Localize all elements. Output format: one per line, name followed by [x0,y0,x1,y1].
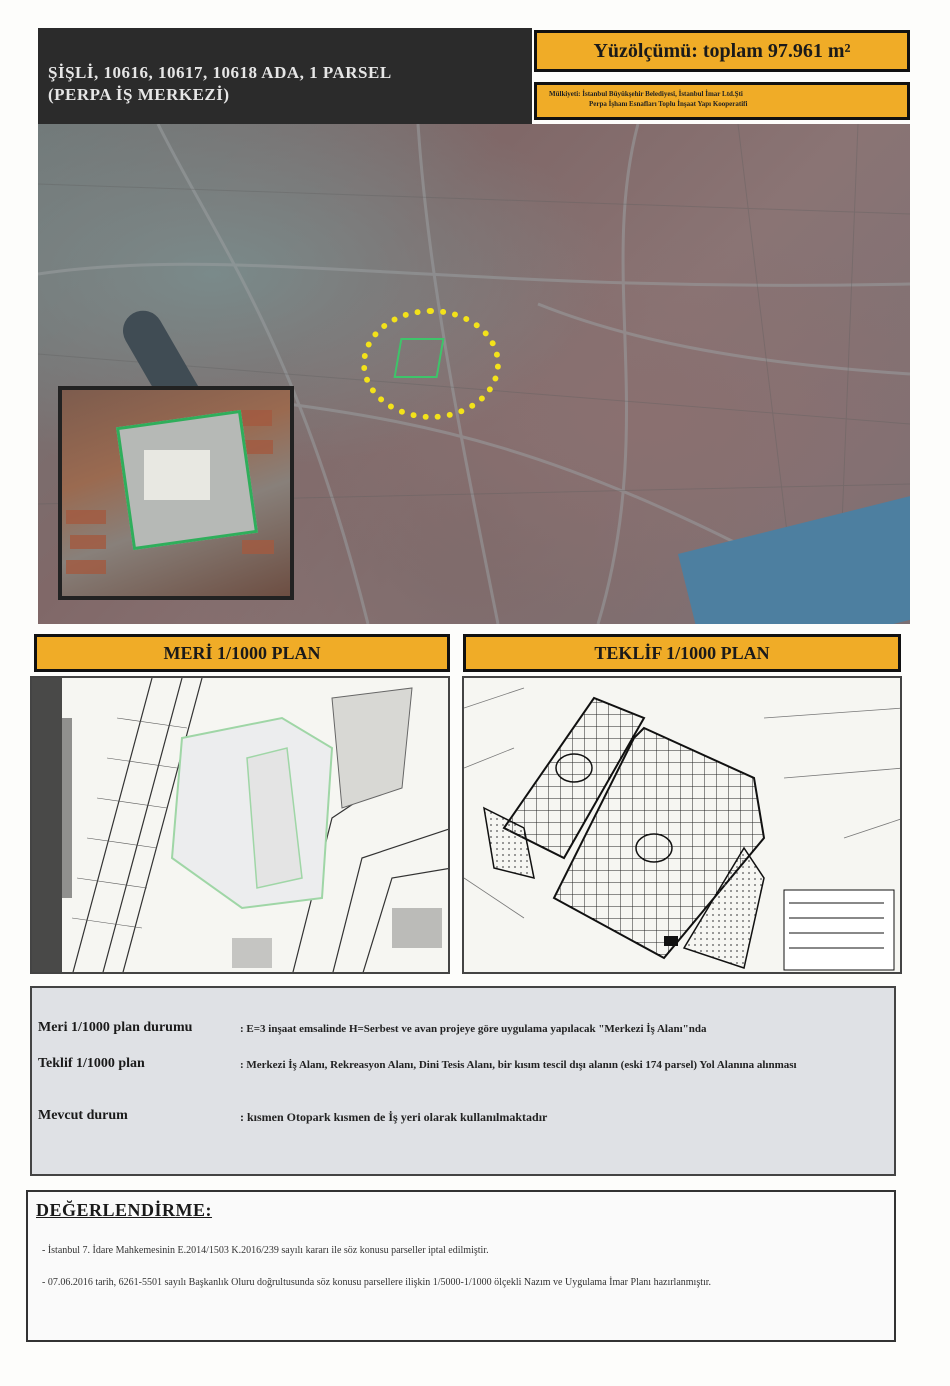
teklif-plan-map [462,676,902,974]
ownership-box [534,82,910,120]
ownership-label: Mülkiyeti: [549,90,581,98]
teklif-plan-drawing [464,678,902,974]
inset-aerial-photo [58,386,294,600]
teklif-plan-title: TEKLİF 1/1000 PLAN [463,634,901,672]
meri-plan-title: MERİ 1/1000 PLAN [34,634,450,672]
target-circle [361,308,501,420]
teklif-plan-label: Teklif 1/1000 plan [38,1056,145,1071]
meri-plan-status-value: : E=3 inşaat emsalinde H=Serbest ve avan projeye göre uygulama yapılacak "Merkezi İş Alanı"nda [240,1023,707,1035]
parcel-title-line1: ŞİŞLİ, 10616, 10617, 10618 ADA, 1 PARSEL [48,63,392,82]
meri-plan-drawing [32,678,450,974]
inset-building-roof [144,450,210,500]
current-status-label: Mevcut durum [38,1108,128,1123]
evaluation-item-1: - İstanbul 7. İdare Mahkemesinin E.2014/1503 K.2016/239 sayılı kararı ile söz konusu parseller iptal edilmiştir. [42,1245,489,1256]
evaluation-title: DEĞERLENDİRME: [36,1200,213,1220]
plan-info-box [30,986,896,1176]
teklif-plan-value: : Merkezi İş Alanı, Rekreasyon Alanı, Dini Tesis Alanı, bir kısım tescil dışı alanın (eski 174 parsel) Yol Alanına alınması [240,1059,797,1071]
evaluation-box [26,1190,896,1342]
meri-plan-map [30,676,450,974]
evaluation-item-2: - 07.06.2016 tarih, 6261-5501 sayılı Başkanlık Oluru doğrultusunda söz konusu parsellere ilişkin 1/5000-1/1000 ölçekli Nazım ve Uygulama İmar Planı hazırlanmıştır. [42,1277,712,1288]
area-box: Yüzölçümü: toplam 97.961 m² [534,30,910,72]
parcel-title-line2: (PERPA İŞ MERKEZİ) [48,85,230,104]
meri-plan-status-label: Meri 1/1000 plan durumu [38,1020,193,1035]
current-status-value: : kısmen Otopark kısmen de İş yeri olarak kullanılmaktadır [240,1110,548,1124]
satellite-map [38,124,910,624]
ownership-line1: İstanbul Büyükşehir Belediyesi, İstanbul İmar Ltd.Şti [582,90,743,98]
ownership-line2: Perpa İşhanı Esnafları Toplu İnşaat Yapı Kooperatifi [589,100,748,108]
parcel-title [48,62,518,106]
